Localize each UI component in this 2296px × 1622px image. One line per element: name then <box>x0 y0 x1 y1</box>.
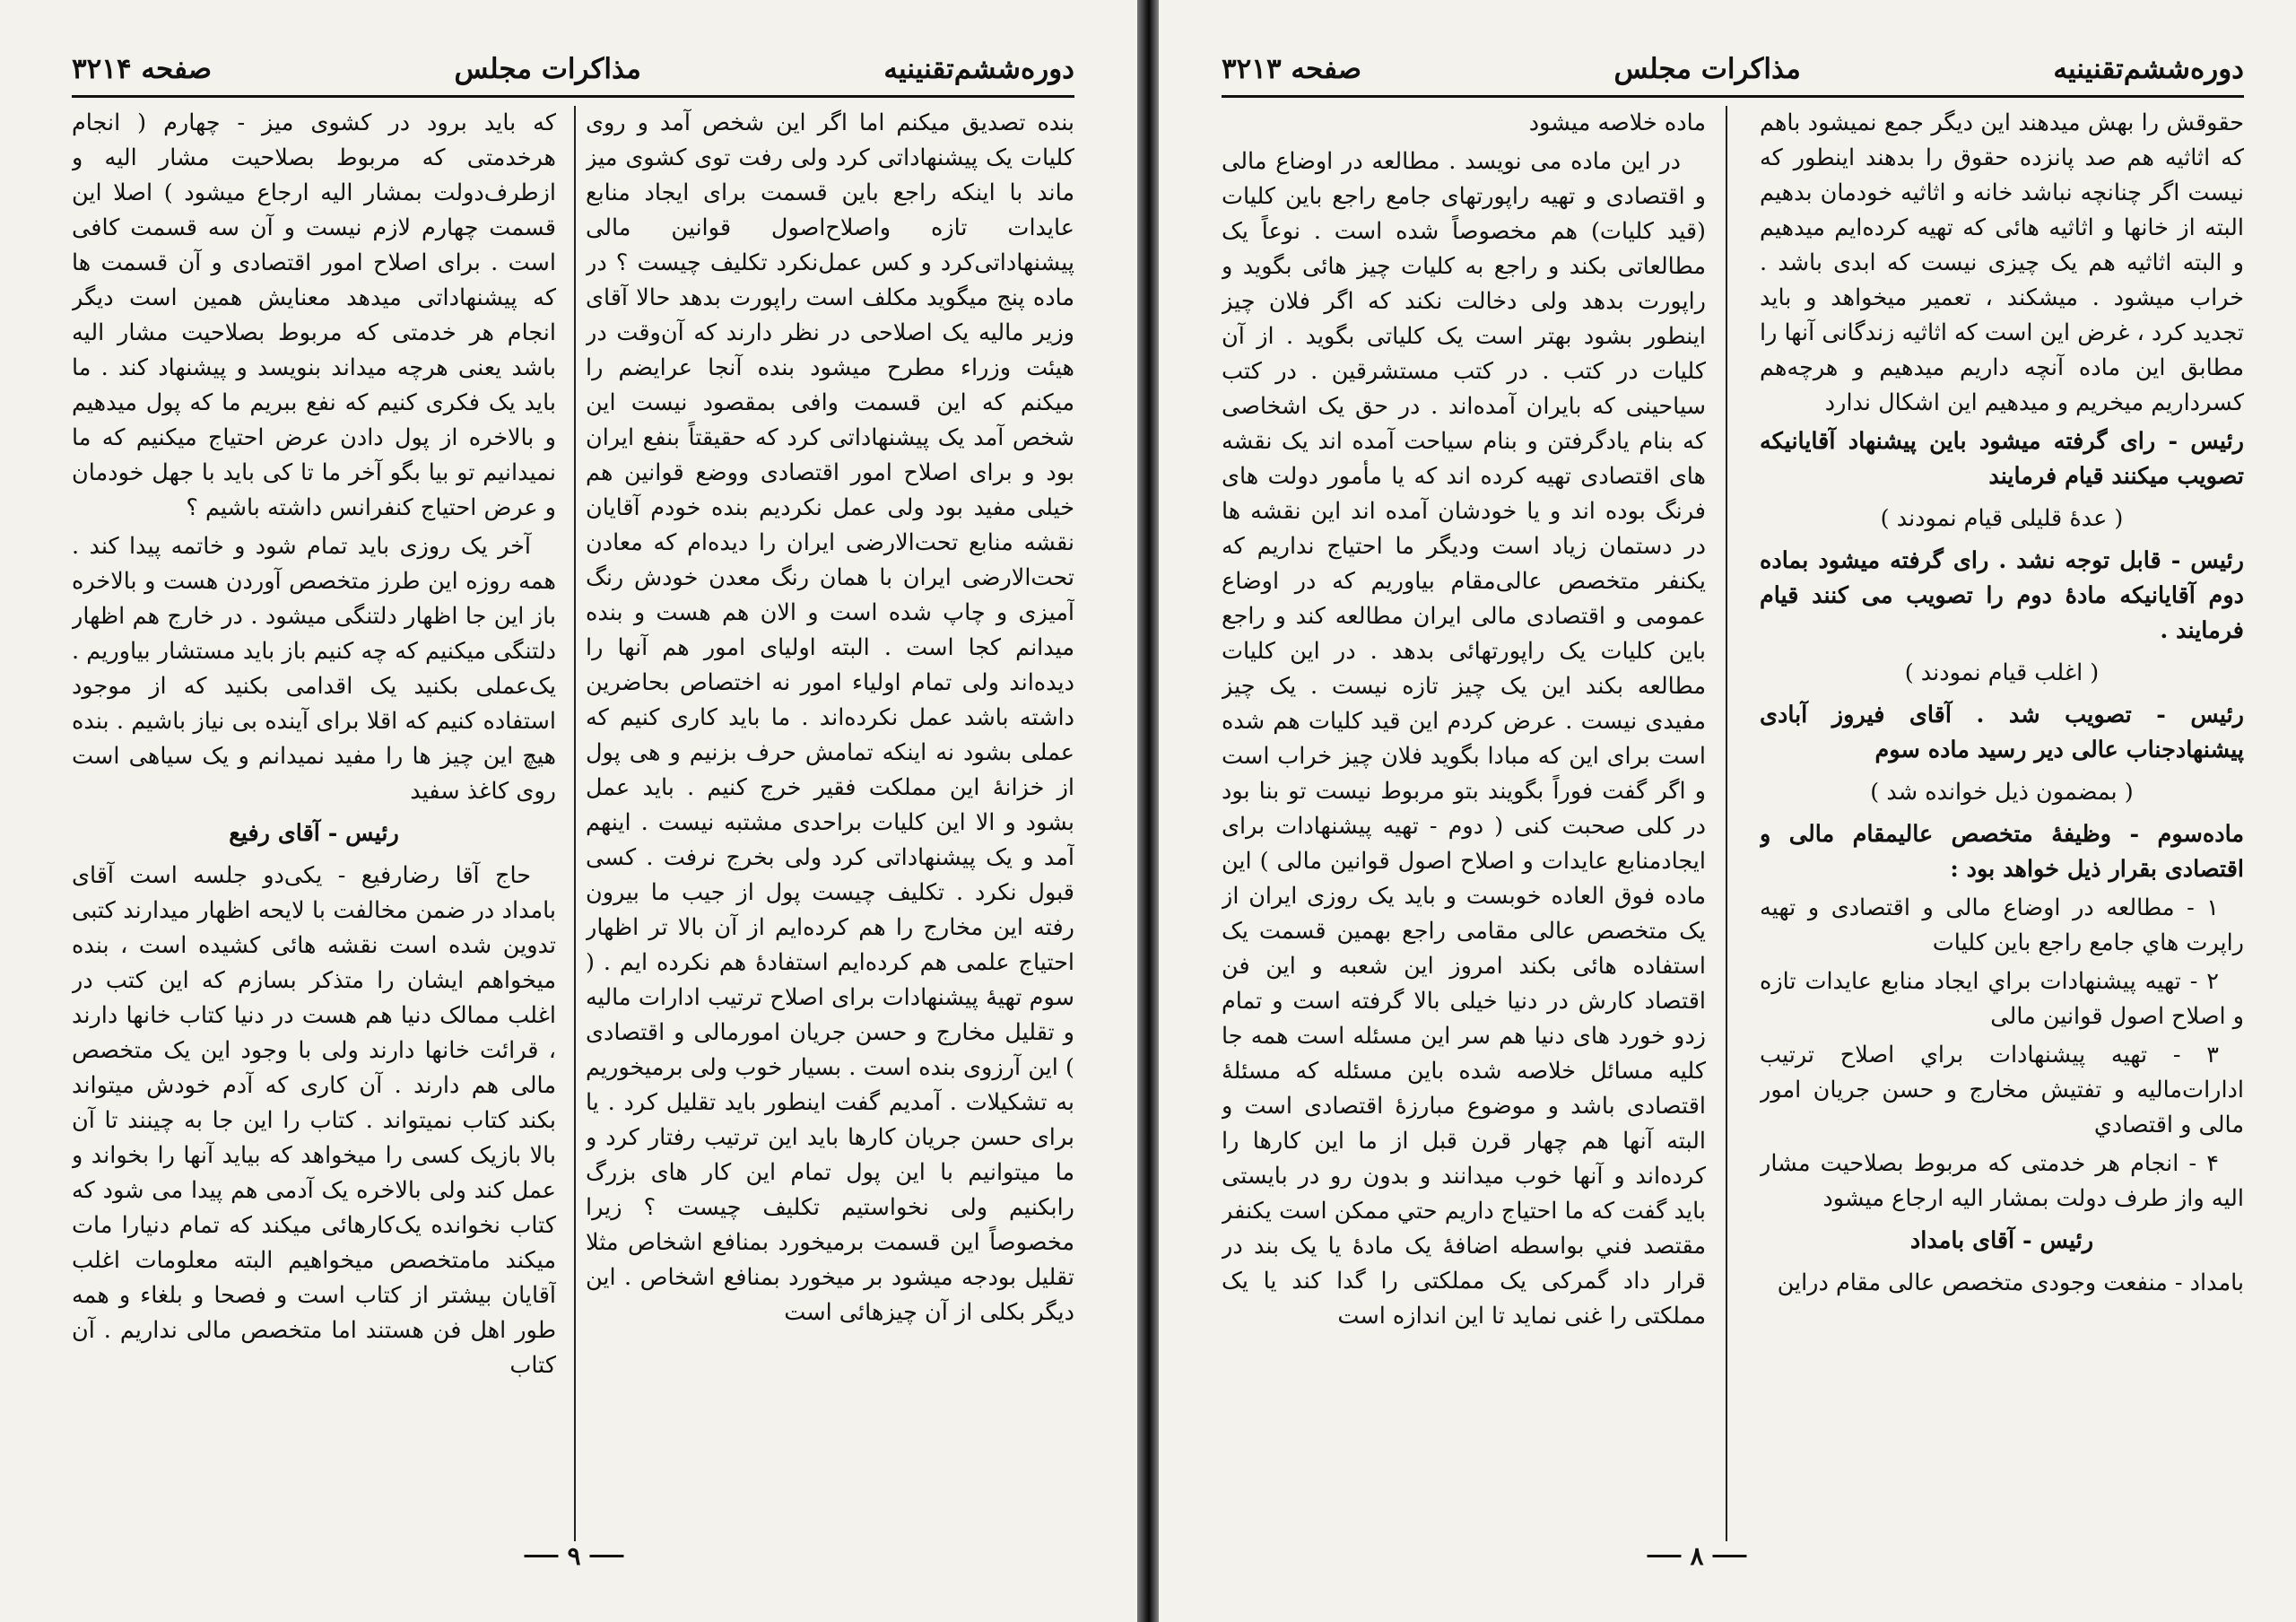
dash <box>1647 1555 1681 1557</box>
stage-note: ( اغلب قیام نمودند ) <box>1904 659 2100 686</box>
left-page <box>0 0 1137 1622</box>
dash <box>590 1555 624 1557</box>
page-number-value: ۹ <box>567 1541 581 1571</box>
stage-note: ( عدهٔ قلیلی قیام نمودند ) <box>1880 505 2124 532</box>
paragraph: ماده خلاصه میشود <box>1528 109 1706 136</box>
right-page-header <box>1222 47 2244 92</box>
right-column <box>586 106 1074 1541</box>
speaker-line: رئیس - قابل توجه نشد . رای گرفته میشود بماده دوم آقایانیکه مادهٔ دوم را تصویب می کنند قیام فرمایند . <box>1760 547 2244 644</box>
book-gutter <box>1137 0 1159 1622</box>
page-title: مذاکرات مجلس <box>454 53 641 85</box>
dash <box>1713 1555 1747 1557</box>
page-label: صفحه ۳۲۱۴ <box>72 53 213 85</box>
header-rule <box>1222 95 2244 98</box>
journal-name: دوره‌ششم‌تقنینیه <box>883 53 1074 85</box>
paragraph: حاج آقا رضا‌رفیع - یکی‌دو جلسه است آقای بامداد در ضمن مخالفت با لایحه اظهار میدارند کتبی تدوین شده است نقشه هائی کشیده است ، بنده میخواهم ایشان را متذکر بسازم که این کتب در اغلب ممالک دنیا هم هست در دنیا کتاب خانها دارند ، قرائت خانها دارند ولی با وجود این یک متخصص مالی هم دارند . آن کاری که آدم خودش میتواند بکند کتاب نمیتواند . کتاب را این جا به چینند تا آن بالا بازیک کسی را میخواهد که بیاید آنها را بخواند و عمل کند ولی بالاخره یک آدمی هم پیدا می شود که کتاب نخوانده یک‌کارهائی میکند که تمام دنیارا مات میکند مامتخصص میخواهیم البته معلومات اغلب آقایان بیشتر از کتاب است و فصحا و بلغاء و همه طور اهل فن هستند اما متخصص مالی نداریم . آن کتاب <box>72 862 556 1379</box>
dash <box>524 1555 558 1557</box>
header-rule <box>72 95 1074 98</box>
article-item: ۱ - مطالعه در اوضاع مالی و اقتصادی و تهیه راپرت هاي جامع راجع باین کلیات <box>1760 894 2244 956</box>
article-title: ماده‌سوم - وظیفهٔ متخصص عالیمقام مالی و اقتصادی بقرار ذیل خواهد بود : <box>1760 821 2244 883</box>
right-column <box>1760 106 2244 1541</box>
page-title: مذاکرات مجلس <box>1613 53 1801 85</box>
paragraph: در این ماده می نویسد . مطالعه در اوضاع مالی و اقتصادی و تهیه راپورتهای جامع راجع باین کلیات (قید کلیات) هم مخصوصاً شده است . نوعاً یک مطالعاتی بکند و راجع به کلیات چیز هائی بگوید و راپورت بدهد ولی دخالت نکند که اگر فلان چیز اینطور بشود بهتر است یک کلیاتی بگوید . از آن کلیات در کتب . در کتب مستشرقین . در کتب سیاحینی که بایران آمده‌اند . در حق یک اشخاصی که بنام یادگرفتن و بنام سیاحت آمده اند یک نقشه های اقتصادی تهیه کرده اند که یا مأمور دولت های فرنگ بوده اند و یا خودشان آمده اند این نقشه ها در دستمان زیاد است ودیگر ما احتیاج نداریم که یکنفر متخصص عالی‌مقام بیاوریم که در اوضاع عمومی و اقتصادی مالی ایران مطالعه کند و راجع باین کلیات یک راپورتهائی بدهد . در این کلیات مطالعه بکند این یک چیز تازه نیست . یک چیز مفیدی نیست . عرض کردم این قید کلیات هم شده است برای این که مبادا بگوید فلان چیز خراب است و اگر گفت فوراً بگویند بتو مربوط نیست تو بنا بود در کلی صحبت کنی ( دوم - تهیه پیشنهادات برای ایجاد‌منابع عایدات و اصلاح اصول قوانین مالی ) این ماده فوق العاده خوبست و باید یک روزی ایران از یک متخصص عالی مقامی راجع بهمین قسمت یک استفاده هائی بکند امروز این شعبه و این فن اقتصاد کارش در دنیا خیلی بالا گرفته است و تمام زدو خورد های دنیا هم سر این مسئله است همه جا کلیه مسائل خلاصه شده باین مسئله که مسئلهٔ اقتصادی باشد و موضوع مبارزهٔ اقتصادی است و البته آنها هم چهار قرن قبل از ما این کارها را کرده‌اند و آنها خوب میدانند و بدون رو در بایستی باید گفت که ما احتیاج داریم حتي ممکن است یکنفر مقتصد فني بواسطه اضافهٔ یک مادهٔ یا یک بند در قرار داد گمرکی یک مملکتی را گدا کند یا یک مملکتی را غنی نماید تا این اندازه است <box>1222 148 1706 1330</box>
paragraph: حقوقش را بهش میدهند این دیگر جمع نمیشود باهم که اثاثیه هم صد پانزده حقوق را بدهند اینطور که نیست اگر چنانچه نباشد خانه و اثاثیه خودمان بدهیم البته از خانها و اثاثیه هائی که تهیه کرده‌ایم میدهیم و البته اثاثیه هم یک چیزی نیست که ابدی باشد . خراب میشود . میشکند ، تعمیر میخواهد و باید تجدید کرد ، غرض این است که اثاثیه زندگانی آنها را مطابق این ماده آنچه داریم میدهیم و هرچه‌هم کسرداریم میخریم و میدهیم این اشکال ندارد <box>1760 109 2244 416</box>
speaker-line: رئیس - آقای بامداد <box>1909 1227 2094 1254</box>
paragraph: بامداد - منفعت وجودی متخصص عالی مقام دراین <box>1777 1269 2244 1296</box>
speaker-line: رئیس - تصویب شد . آقای فیروز آبادی پیشنهادجناب عالی دیر رسید ماده سوم <box>1760 702 2244 763</box>
page-number <box>1647 1541 1746 1571</box>
speaker-line: رئیس - آقای رفیع <box>229 820 399 847</box>
column-divider <box>574 106 576 1541</box>
column-divider <box>1726 106 1727 1541</box>
stage-note: ( بمضمون ذیل خوانده شد ) <box>1870 779 2134 806</box>
journal-name: دوره‌ششم‌تقنینیه <box>2053 53 2244 85</box>
article-item: ۳ - تهیه پیشنهادات براي اصلاح ترتیب ادارات‌مالیه و تفتیش مخارج و حسن جریان امور مالی و اقتصادي <box>1760 1042 2244 1138</box>
article-item: ۲ - تهیه پیشنهادات براي ایجاد منابع عایدات تازه و اصلاح اصول قوانین مالی <box>1760 968 2244 1030</box>
speaker-line: رئیس - رای گرفته میشود باین پیشنهاد آقایانیکه تصویب میکنند قیام فرمایند <box>1760 428 2244 490</box>
page-number <box>524 1541 623 1571</box>
left-column <box>1222 106 1706 1541</box>
paragraph: که باید برود در کشوی میز - چهارم ( انجام هرخدمتی که مربوط بصلاحیت مشار الیه و ازطرف‌دولت بمشار الیه ارجاع میشود ) اصلا این قسمت چهارم لازم نیست و آن سه قسمت کافی است . برای اصلاح امور اقتصادی و آن قسمت ها که پیشنهاداتی میدهد معنایش همین است دیگر انجام هر خدمتی که مربوط بصلاحیت مشار الیه باشد یعنی هرچه میداند بنویسد و پیشنهاد کند . ما باید یک فکری کنیم که نفع ببریم ما که پول میدهیم و بالاخره از پول دادن عرض احتیاج میکنیم که ما نمیدانیم تو بیا بگو آخر ما تا کی باید با جهل خودمان و عرض احتیاج کنفرانس داشته باشیم ؟ <box>72 109 556 521</box>
article-item: ۴ - انجام هر خدمتی که مربوط بصلاحیت مشار الیه واز طرف دولت بمشار الیه ارجاع میشود <box>1760 1150 2244 1212</box>
right-page <box>1159 0 2296 1622</box>
page-label: صفحه ۳۲۱۳ <box>1222 53 1362 85</box>
paragraph: بنده تصدیق میکنم اما اگر این شخص آمد و روی کلیات یک پیشنهاداتی کرد ولی رفت توی کشوی میز ماند با اینکه راجع باین قسمت برای ایجاد منابع عایدات تازه واصلاح‌اصول قوانین مالی پیشنهاداتی‌کرد و کس عمل‌نکرد تکلیف چیست ؟ در ماده پنج میگوید مکلف است راپورت بدهد حالا آقای وزیر مالیه یک اصلاحی در نظر دارند که آن‌وقت در هیئت وزراء مطرح میشود بنده آنجا عرایضم را میکنم که این قسمت وافی بمقصود نیست این شخص آمد یک پیشنهاداتی کرد که حقیقتاً بنفع ایران بود و برای اصلاح امور اقتصادی ووضع قوانین هم خیلی مفید بود ولی عمل نکردیم بنده خودم آقایان نقشه منابع تحت‌الارضی ایران را دیده‌ام که معادن تحت‌الارضی ایران با همان رنگ معدن خودش رنگ آمیزی و چاپ شده است و الان هم هست و بنده میدانم کجا است . البته اولیای امور هم آنها را دیده‌اند ولی تمام اولیاء امور نه اختصاص بحاضرین داشته باشد عمل نکرده‌اند . ما باید کاری کنیم که عملی بشود نه اینکه تمامش حرف بزنیم و هی پول از خزانهٔ این مملکت فقیر خرج کنیم . باید عمل بشود و الا این کلیات براحدی مشتبه نیست . اینهم آمد و یک پیشنهاداتی کرد ولی بخرج نرفت . کسی قبول نکرد . تکلیف چیست پول از جیب ما بیرون رفته این مخارج را هم کرده‌ایم از آن بالا تر اظهار احتیاج علمی هم کرده‌ایم استفادهٔ هم نکرده ایم . ( سوم تهیهٔ پیشنهادات برای اصلاح ترتیب ادارات مالیه و تقلیل مخارج و حسن جریان امور‌مالی و اقتصادی ) این آرزوی بنده است . بسیار خوب ولی برمیخوریم به تشکیلات . آمدیم گفت اینطور باید تقلیل کرد . یا برای حسن جریان کارها باید این ترتیب رفتار کرد و ما میتوانیم با این پول تمام این کار های بزرگ رابکنیم ولی نخواستیم تکلیف چیست ؟ زیرا مخصوصاً این قسمت برمیخورد بمنافع اشخاص مثلا تقلیل بودجه میشود بر میخورد بمنافع اشخاص . این دیگر بکلی از آن چیزهائی است <box>586 109 1074 1326</box>
page-number-value: ۸ <box>1690 1541 1704 1571</box>
left-column <box>72 106 556 1541</box>
left-page-header <box>72 47 1074 92</box>
paragraph: آخر یک روزی باید تمام شود و خاتمه پیدا کند . همه روزه این طرز متخصص آوردن هست و بالاخره باز این جا اظهار دلتنگی میشود . در خارج هم اظهار دلتنگی میکنیم که چه کنیم باز باید مستشار بیاوریم . یک‌عملی بکنید یک اقدامی بکنید که از موجود استفاده کنیم که اقلا برای آینده بی نیاز باشیم . بنده هیچ این چیز ها را مفید نمیدانم و یک سیاهی است روی کاغذ سفید <box>72 533 556 805</box>
